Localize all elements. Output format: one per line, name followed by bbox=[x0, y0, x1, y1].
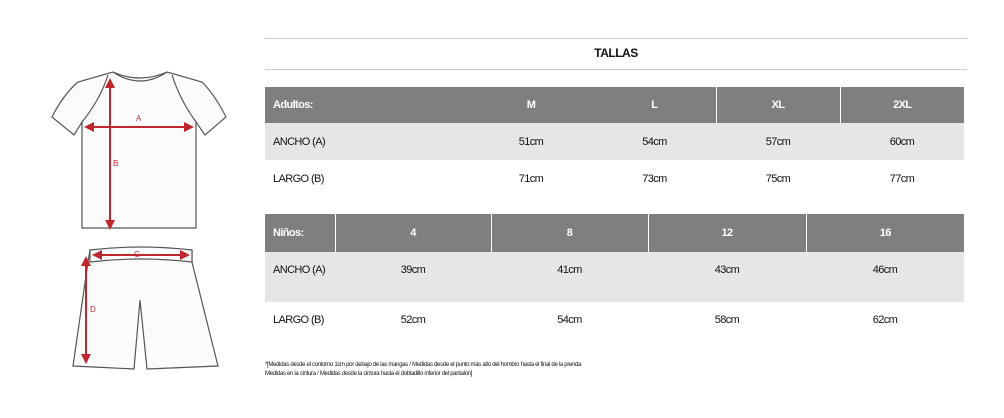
adults-header-row bbox=[265, 87, 964, 123]
adults-size-table bbox=[265, 87, 964, 197]
table-cell: 73cm bbox=[642, 172, 667, 185]
kids-header-row bbox=[265, 214, 964, 252]
table-cell: 54cm bbox=[593, 123, 716, 160]
table-cell: 39cm bbox=[335, 252, 491, 302]
garment-size-illustration bbox=[40, 60, 240, 380]
table-row bbox=[265, 252, 964, 302]
table-row bbox=[265, 160, 964, 197]
adults-header-label: Adultos: bbox=[265, 87, 469, 123]
table-cell: 60cm bbox=[840, 123, 964, 160]
table-cell: 71cm bbox=[518, 172, 544, 185]
size-header: 12 bbox=[648, 214, 806, 252]
row-label: LARGO (B) bbox=[273, 314, 324, 326]
table-cell: 75cm bbox=[765, 172, 791, 185]
table-row bbox=[265, 123, 964, 160]
label-c: C bbox=[134, 250, 140, 259]
size-header: 8 bbox=[491, 214, 648, 252]
table-cell: 58cm bbox=[714, 314, 740, 326]
size-header: 4 bbox=[335, 214, 491, 252]
table-cell: 41cm bbox=[491, 252, 648, 302]
label-d: D bbox=[90, 305, 96, 314]
table-cell: 51cm bbox=[469, 123, 593, 160]
measurement-notes bbox=[265, 361, 581, 379]
row-label: ANCHO (A) bbox=[265, 252, 335, 302]
kids-size-table bbox=[265, 214, 964, 352]
title-rule-top bbox=[265, 38, 967, 39]
size-header: XL bbox=[716, 87, 840, 123]
size-header: 16 bbox=[806, 214, 964, 252]
title-rule-bottom bbox=[265, 69, 967, 70]
note-line: Medidas en la cintura / Medidas desde la cintura hasta el dobladillo inferior del pantalón] bbox=[265, 371, 473, 377]
size-header: 2XL bbox=[840, 87, 964, 123]
table-cell: 54cm bbox=[557, 314, 582, 326]
table-cell: 46cm bbox=[806, 252, 964, 302]
table-cell: 57cm bbox=[716, 123, 840, 160]
label-a: A bbox=[136, 114, 142, 123]
table-cell: 43cm bbox=[648, 252, 806, 302]
size-header: M bbox=[469, 87, 593, 123]
kids-header-label: Niños: bbox=[265, 214, 335, 252]
tshirt-drawing bbox=[52, 72, 226, 228]
size-header: L bbox=[593, 87, 716, 123]
row-label: LARGO (B) bbox=[273, 172, 324, 185]
table-row bbox=[265, 302, 964, 352]
table-cell: 62cm bbox=[872, 314, 898, 326]
row-label: ANCHO (A) bbox=[265, 123, 469, 160]
table-cell: 77cm bbox=[889, 172, 915, 185]
table-cell: 52cm bbox=[400, 314, 426, 326]
page-title: TALLAS bbox=[594, 46, 638, 60]
note-line: *[Medidas desde el contorno 1cm por debajo de las mangas / Medidas desde el punto más alto del hombro hasta el final de la prenda bbox=[265, 362, 582, 368]
label-b: B bbox=[113, 159, 119, 168]
